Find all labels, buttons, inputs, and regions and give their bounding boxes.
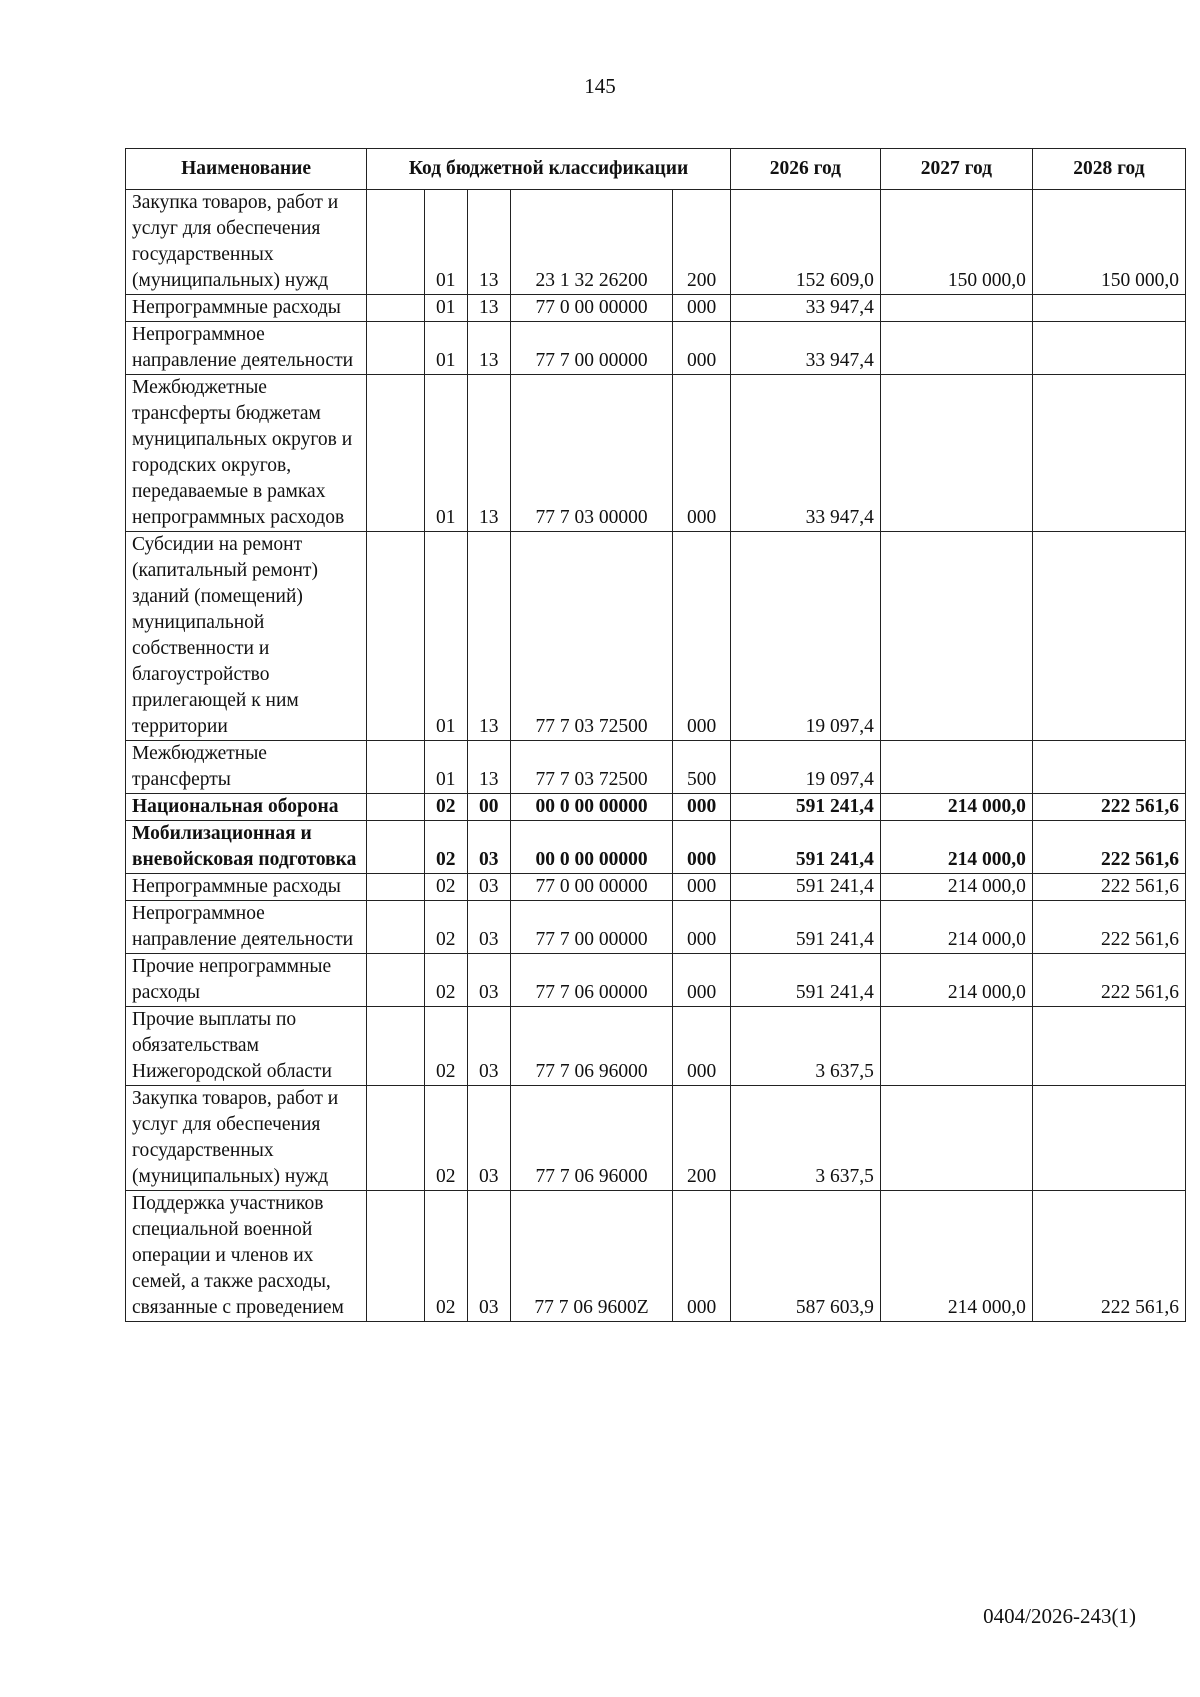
- row-value-2027: [880, 375, 1032, 532]
- row-section-code: 02: [424, 794, 467, 821]
- header-2028: 2028 год: [1032, 149, 1185, 190]
- row-name: Межбюджетные трансферты: [126, 741, 367, 794]
- row-subsection-code: 13: [467, 741, 510, 794]
- row-target-code: 77 7 03 72500: [510, 741, 673, 794]
- row-value-2026: 152 609,0: [730, 190, 880, 295]
- row-expense-kind-code: 200: [673, 190, 731, 295]
- row-blank-code: [367, 190, 425, 295]
- row-value-2028: [1032, 1086, 1185, 1191]
- row-expense-kind-code: 000: [673, 532, 731, 741]
- row-section-code: 01: [424, 532, 467, 741]
- row-name: Субсидии на ремонт (капитальный ремонт) зданий (помещений) муниципальной собственности и благоустройство прилегающей к ним территории: [126, 532, 367, 741]
- table-row: [126, 954, 1186, 1007]
- row-value-2027: 150 000,0: [880, 190, 1032, 295]
- row-blank-code: [367, 322, 425, 375]
- row-name: Прочие выплаты по обязательствам Нижегородской области: [126, 1007, 367, 1086]
- row-expense-kind-code: 200: [673, 1086, 731, 1191]
- row-blank-code: [367, 954, 425, 1007]
- row-value-2026: 3 637,5: [730, 1007, 880, 1086]
- row-section-code: 02: [424, 901, 467, 954]
- table-row: [126, 532, 1186, 741]
- table-row: [126, 375, 1186, 532]
- row-value-2026: 3 637,5: [730, 1086, 880, 1191]
- row-section-code: 01: [424, 375, 467, 532]
- row-name: Поддержка участников специальной военной операции и членов их семей, а также расходы, связанные с проведением: [126, 1191, 367, 1322]
- row-name: Непрограммное направление деятельности: [126, 901, 367, 954]
- row-value-2027: [880, 295, 1032, 322]
- row-section-code: 02: [424, 874, 467, 901]
- row-value-2027: 214 000,0: [880, 1191, 1032, 1322]
- page-number: 145: [584, 74, 616, 98]
- row-blank-code: [367, 901, 425, 954]
- row-value-2027: 214 000,0: [880, 821, 1032, 874]
- row-target-code: 77 7 06 96000: [510, 1086, 673, 1191]
- row-value-2027: [880, 322, 1032, 375]
- table-row: [126, 741, 1186, 794]
- row-value-2028: 222 561,6: [1032, 794, 1185, 821]
- table-row: [126, 295, 1186, 322]
- row-value-2028: [1032, 322, 1185, 375]
- row-name: Непрограммные расходы: [126, 295, 367, 322]
- row-value-2027: [880, 1007, 1032, 1086]
- header-code: Код бюджетной классификации: [367, 149, 731, 190]
- row-subsection-code: 03: [467, 954, 510, 1007]
- row-value-2028: [1032, 375, 1185, 532]
- row-target-code: 23 1 32 26200: [510, 190, 673, 295]
- row-target-code: 00 0 00 00000: [510, 794, 673, 821]
- row-value-2026: 591 241,4: [730, 901, 880, 954]
- row-subsection-code: 03: [467, 1191, 510, 1322]
- row-name: Межбюджетные трансферты бюджетам муниципальных округов и городских округов, передаваемые в рамках непрограммных расходов: [126, 375, 367, 532]
- row-value-2028: [1032, 532, 1185, 741]
- row-blank-code: [367, 821, 425, 874]
- row-value-2027: 214 000,0: [880, 794, 1032, 821]
- row-target-code: 77 7 06 96000: [510, 1007, 673, 1086]
- row-value-2027: 214 000,0: [880, 901, 1032, 954]
- row-target-code: 77 7 00 00000: [510, 901, 673, 954]
- row-target-code: 77 7 06 00000: [510, 954, 673, 1007]
- row-value-2027: [880, 1086, 1032, 1191]
- row-expense-kind-code: 000: [673, 901, 731, 954]
- row-section-code: 02: [424, 954, 467, 1007]
- row-name: Мобилизационная и вневойсковая подготовка: [126, 821, 367, 874]
- header-2026: 2026 год: [730, 149, 880, 190]
- row-name: Непрограммные расходы: [126, 874, 367, 901]
- row-value-2026: 591 241,4: [730, 954, 880, 1007]
- row-subsection-code: 13: [467, 322, 510, 375]
- row-blank-code: [367, 741, 425, 794]
- row-value-2027: 214 000,0: [880, 874, 1032, 901]
- row-expense-kind-code: 500: [673, 741, 731, 794]
- table-header-row: [126, 149, 1186, 190]
- row-value-2028: 222 561,6: [1032, 821, 1185, 874]
- table-row: [126, 821, 1186, 874]
- row-expense-kind-code: 000: [673, 295, 731, 322]
- table-row: [126, 794, 1186, 821]
- row-blank-code: [367, 874, 425, 901]
- row-value-2027: [880, 532, 1032, 741]
- row-expense-kind-code: 000: [673, 954, 731, 1007]
- row-value-2028: [1032, 1007, 1185, 1086]
- row-name: Национальная оборона: [126, 794, 367, 821]
- row-expense-kind-code: 000: [673, 1007, 731, 1086]
- row-blank-code: [367, 532, 425, 741]
- row-subsection-code: 03: [467, 1086, 510, 1191]
- row-value-2026: 33 947,4: [730, 322, 880, 375]
- row-value-2026: 33 947,4: [730, 295, 880, 322]
- row-target-code: 77 7 03 72500: [510, 532, 673, 741]
- row-subsection-code: 03: [467, 1007, 510, 1086]
- row-target-code: 00 0 00 00000: [510, 821, 673, 874]
- row-name: Непрограммное направление деятельности: [126, 322, 367, 375]
- row-value-2026: 33 947,4: [730, 375, 880, 532]
- budget-table: [125, 148, 1186, 1322]
- row-section-code: 02: [424, 1191, 467, 1322]
- row-name: Закупка товаров, работ и услуг для обеспечения государственных (муниципальных) нужд: [126, 190, 367, 295]
- row-value-2026: 587 603,9: [730, 1191, 880, 1322]
- row-blank-code: [367, 1086, 425, 1191]
- row-expense-kind-code: 000: [673, 821, 731, 874]
- row-name: Прочие непрограммные расходы: [126, 954, 367, 1007]
- row-name: Закупка товаров, работ и услуг для обеспечения государственных (муниципальных) нужд: [126, 1086, 367, 1191]
- row-blank-code: [367, 375, 425, 532]
- row-subsection-code: 03: [467, 901, 510, 954]
- row-value-2028: 222 561,6: [1032, 874, 1185, 901]
- header-name: Наименование: [126, 149, 367, 190]
- row-subsection-code: 03: [467, 874, 510, 901]
- row-target-code: 77 0 00 00000: [510, 874, 673, 901]
- row-value-2026: 591 241,4: [730, 874, 880, 901]
- row-value-2026: 19 097,4: [730, 741, 880, 794]
- row-target-code: 77 7 00 00000: [510, 322, 673, 375]
- table-row: [126, 874, 1186, 901]
- row-subsection-code: 13: [467, 532, 510, 741]
- row-value-2026: 19 097,4: [730, 532, 880, 741]
- row-section-code: 01: [424, 190, 467, 295]
- row-target-code: 77 7 06 9600Z: [510, 1191, 673, 1322]
- row-section-code: 02: [424, 821, 467, 874]
- table-row: [126, 1086, 1186, 1191]
- table-row: [126, 1191, 1186, 1322]
- row-value-2027: 214 000,0: [880, 954, 1032, 1007]
- row-section-code: 01: [424, 322, 467, 375]
- row-blank-code: [367, 1191, 425, 1322]
- row-value-2028: 222 561,6: [1032, 954, 1185, 1007]
- row-subsection-code: 00: [467, 794, 510, 821]
- table-row: [126, 1007, 1186, 1086]
- row-value-2026: 591 241,4: [730, 821, 880, 874]
- document-code: 0404/2026-243(1): [983, 1604, 1136, 1628]
- row-section-code: 01: [424, 295, 467, 322]
- row-expense-kind-code: 000: [673, 794, 731, 821]
- header-2027: 2027 год: [880, 149, 1032, 190]
- row-subsection-code: 13: [467, 295, 510, 322]
- table-row: [126, 322, 1186, 375]
- row-section-code: 02: [424, 1086, 467, 1191]
- row-section-code: 01: [424, 741, 467, 794]
- row-value-2028: 222 561,6: [1032, 901, 1185, 954]
- row-subsection-code: 13: [467, 375, 510, 532]
- row-value-2028: 222 561,6: [1032, 1191, 1185, 1322]
- row-subsection-code: 03: [467, 821, 510, 874]
- row-target-code: 77 0 00 00000: [510, 295, 673, 322]
- row-value-2028: [1032, 741, 1185, 794]
- row-blank-code: [367, 1007, 425, 1086]
- row-value-2026: 591 241,4: [730, 794, 880, 821]
- row-expense-kind-code: 000: [673, 1191, 731, 1322]
- row-value-2028: [1032, 295, 1185, 322]
- row-blank-code: [367, 794, 425, 821]
- table-row: [126, 190, 1186, 295]
- row-expense-kind-code: 000: [673, 874, 731, 901]
- row-target-code: 77 7 03 00000: [510, 375, 673, 532]
- row-subsection-code: 13: [467, 190, 510, 295]
- row-blank-code: [367, 295, 425, 322]
- row-value-2028: 150 000,0: [1032, 190, 1185, 295]
- row-expense-kind-code: 000: [673, 375, 731, 532]
- row-value-2027: [880, 741, 1032, 794]
- table-row: [126, 901, 1186, 954]
- table-body: [126, 190, 1186, 1322]
- row-expense-kind-code: 000: [673, 322, 731, 375]
- row-section-code: 02: [424, 1007, 467, 1086]
